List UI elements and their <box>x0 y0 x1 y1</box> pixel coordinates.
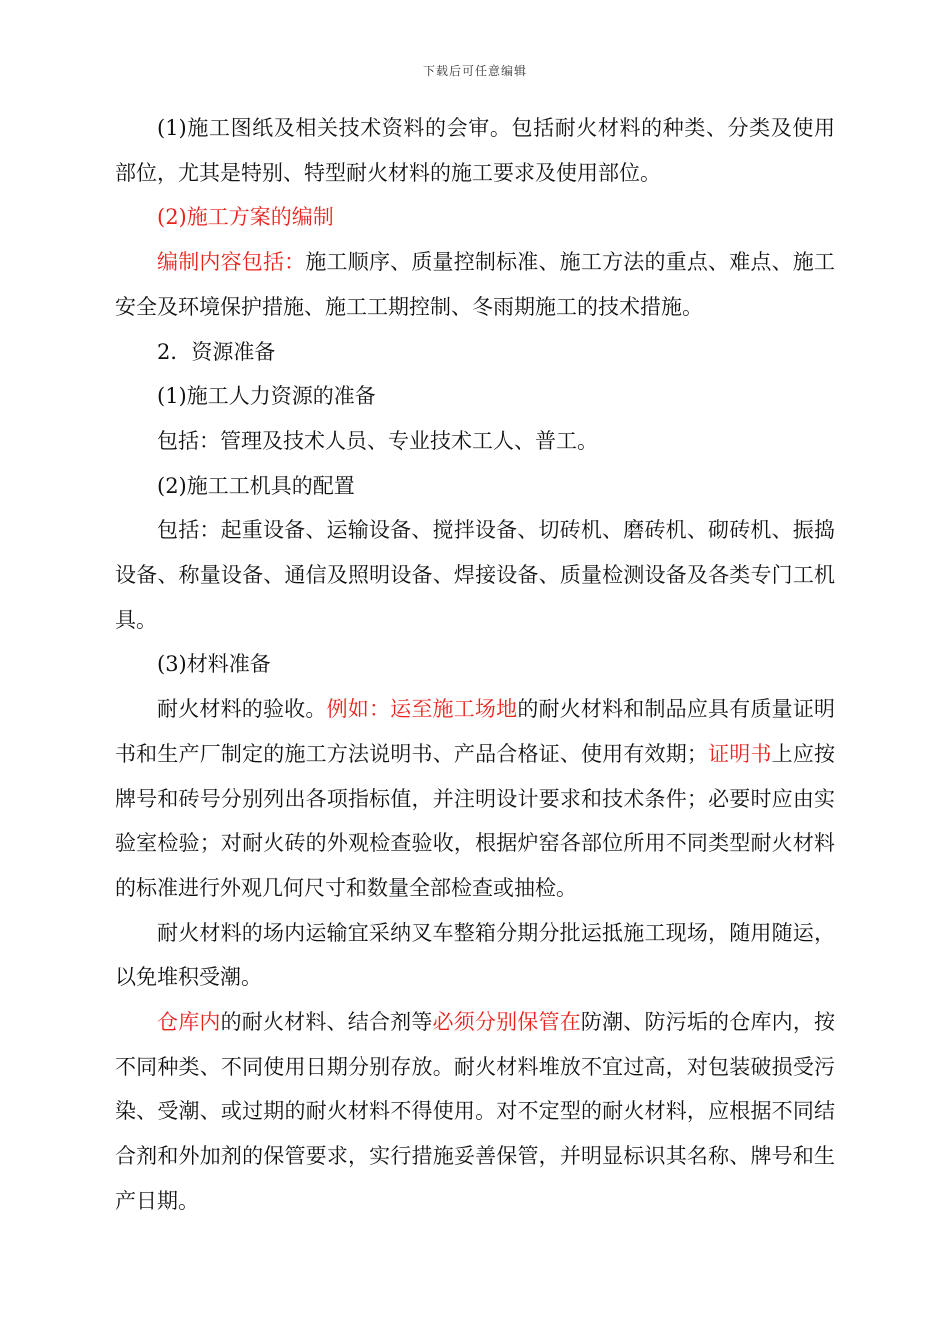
paragraph-drawing-review: (1)施工图纸及相关技术资料的会审。包括耐火材料的种类、分类及使用部位，尤其是特别、特型耐火材料的施工要求及使用部位。 <box>115 116 835 185</box>
highlight-plan-content-label: 编制内容包括： <box>157 250 306 275</box>
heading-material-preparation: (3)材料准备 <box>157 652 271 677</box>
heading-equipment: (2)施工工机具的配置 <box>157 473 355 498</box>
document-body <box>115 106 835 1224</box>
acceptance-text-2: 上应按牌号和砖号分别列出各项指标值，并注明设计要求和技术条件；必要时应由实验室检验；对耐火砖的外观检查验收，根据炉窑各部位所用不同类型耐火材料的标准进行外观几何尺寸和数量全部检查或抽检。 <box>115 741 836 900</box>
heading-resource-preparation: 2．资源准备 <box>157 339 276 364</box>
paragraph-plan-content <box>115 240 835 329</box>
paragraph-material-acceptance <box>115 687 835 911</box>
highlight-example: 例如：运至施工场地 <box>326 697 518 722</box>
highlight-must-store: 必须分别保管在 <box>432 1010 581 1035</box>
heading-construction-plan: (2)施工方案的编制 <box>157 205 334 230</box>
paragraph-human-resources: 包括：管理及技术人员、专业技术工人、普工。 <box>157 428 598 453</box>
plan-content-text: 施工顺序、质量控制标准、施工方法的重点、难点、施工安全及环境保护措施、施工工期控制、冬雨期施工的技术措施。 <box>115 250 836 319</box>
page-header: 下载后可任意编辑 <box>422 64 527 78</box>
highlight-certificate: 证明书 <box>707 741 772 766</box>
storage-text-1: 的耐火材料、结合剂等 <box>220 1010 433 1035</box>
acceptance-text-1: 的耐火材料和制品应具有质量证明书和生产厂制定的施工方法说明书、产品合格证、使用有效期； <box>115 697 836 766</box>
paragraph-equipment: 包括：起重设备、运输设备、搅拌设备、切砖机、磨砖机、砌砖机、振捣设备、称量设备、通信及照明设备、焊接设备、质量检测设备及各类专门工机具。 <box>115 518 835 632</box>
highlight-warehouse: 仓库内 <box>157 1010 221 1035</box>
storage-text-2: 防潮、防污垢的仓库内，按不同种类、不同使用日期分别存放。耐火材料堆放不宜过高，对包装破损受污染、受潮、或过期的耐火材料不得使用。对不定型的耐火材料，应根据不同结合剂和外加剂的保管要求，实行措施妥善保管，并明显标识其名称、牌号和生产日期。 <box>115 1010 836 1213</box>
paragraph-storage <box>115 1000 835 1224</box>
heading-human-resources: (1)施工人力资源的准备 <box>157 384 376 409</box>
acceptance-intro: 耐火材料的验收。 <box>157 697 327 722</box>
paragraph-transport: 耐火材料的场内运输宜采纳叉车整箱分期分批运抵施工现场，随用随运，以免堆积受潮。 <box>115 920 835 990</box>
